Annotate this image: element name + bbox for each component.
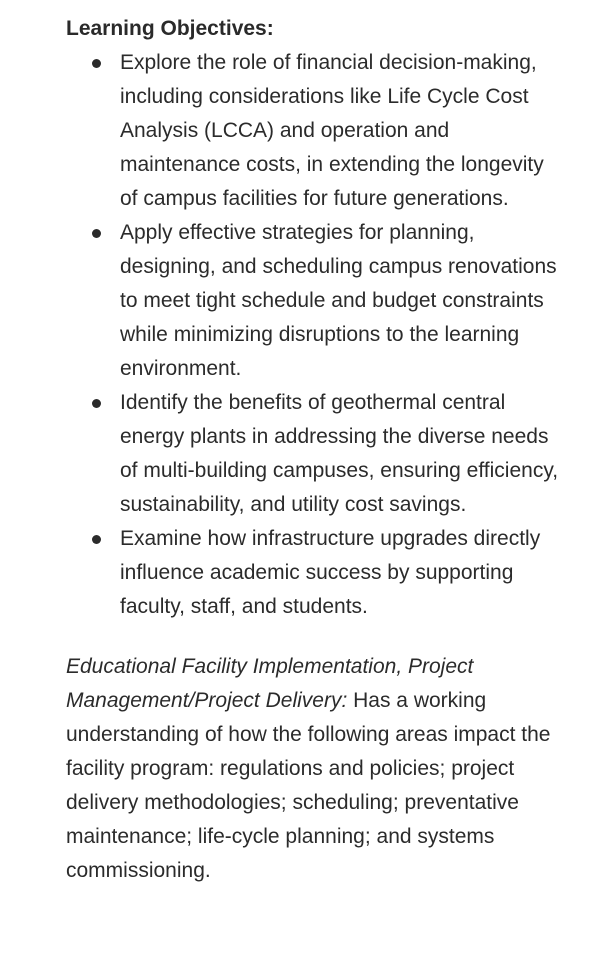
bullet-icon — [92, 59, 101, 68]
objective-text: Examine how infrastructure upgrades directly influence academic success by supporting faculty, staff, and students. — [120, 527, 541, 618]
learning-objectives-list — [66, 46, 560, 624]
objective-text: Apply effective strategies for planning, designing, and scheduling campus renovations to meet tight schedule and budget constraints while minimizing disruptions to the learning environment. — [120, 221, 557, 380]
list-item — [120, 386, 560, 522]
learning-objectives-heading: Learning Objectives: — [66, 17, 274, 40]
objective-text: Explore the role of financial decision-making, including considerations like Life Cycle Cost Analysis (LCCA) and operation and maintenance costs, in extending the longevity of campus facilities for future generations. — [120, 51, 544, 210]
list-item — [120, 46, 560, 216]
competency-body: Has a working understanding of how the following areas impact the facility program: regulations and policies; project delivery methodologies; scheduling; preventative maintenance; life-cycle planning; and systems commissioning. — [66, 689, 551, 882]
competency-title: Educational Facility Implementation, Project Management/Project Delivery: — [66, 655, 474, 712]
bullet-icon — [92, 399, 101, 408]
list-item — [120, 522, 560, 624]
bullet-icon — [92, 229, 101, 238]
list-item — [120, 216, 560, 386]
competency-description — [66, 650, 560, 888]
bullet-icon — [92, 535, 101, 544]
objective-text: Identify the benefits of geothermal central energy plants in addressing the diverse needs of multi-building campuses, ensuring efficiency, sustainability, and utility cost savings. — [120, 391, 559, 516]
